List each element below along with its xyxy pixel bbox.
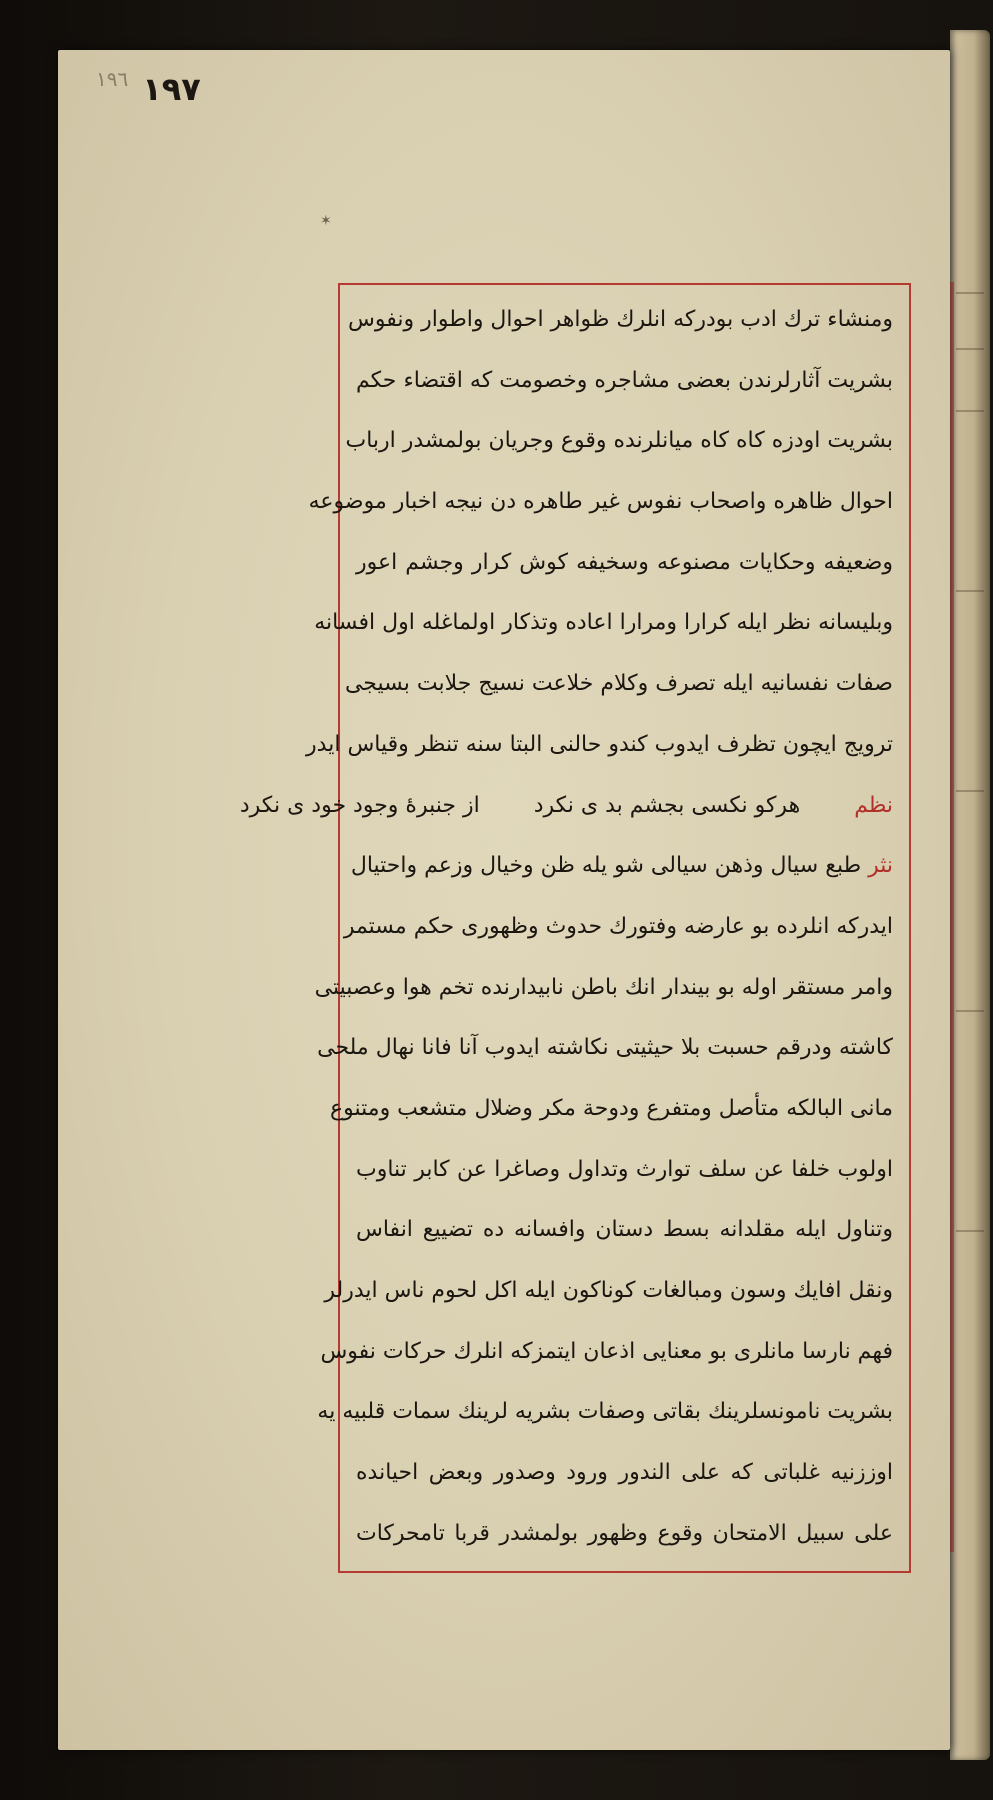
adjacent-page-text-trace xyxy=(956,790,984,792)
text-line: ايدركه انلرده بو عارضه وفتورك حدوث وظهورى حكم مستمر xyxy=(343,913,893,939)
ink-smudge-mark: ✶ xyxy=(320,213,332,229)
text-line: وامر مستقر اوله بو بيندار انك باطن نابيدارنده تخم هوا وعصبيتى xyxy=(314,974,893,1000)
text-line: ترويج ايچون تظرف ايدوب كندو حالنى البتا سنه تنظر وقياس ايدر xyxy=(306,731,893,757)
text-line: على سبيل الامتحان وقوع وظهور بولمشدر قربا تامحركات xyxy=(356,1520,893,1546)
text-line: بشريت اودزه كاه كاه ميانلرنده وقوع وجريان بولمشدر ارباب xyxy=(345,428,893,454)
verse-hemistich-second: از جنبرهٔ وجود خود ى نكرد xyxy=(239,792,480,818)
folio-number: ١٩٧ xyxy=(142,70,201,108)
text-line: اولوب خلفا عن سلف توارث وتداول وصاغرا عن كابر تناوب xyxy=(356,1156,893,1182)
adjacent-page-frame-rule xyxy=(950,282,954,1552)
text-line: فهم نارسا مانلرى بو معنايى اذعان ايتمزكه انلرك حركات نفوس xyxy=(320,1338,893,1364)
adjacent-page-text-trace xyxy=(956,590,984,592)
text-line: ومنشاء ترك ادب بودركه انلرك ظواهر احوال واطوار ونفوس xyxy=(348,307,893,332)
adjacent-page-text-trace xyxy=(956,1010,984,1012)
text-line: وضعيفه وحكايات مصنوعه وسخيفه كوش كرار وجشم اعور xyxy=(356,549,893,575)
text-line: ونقل افايك وسون ومبالغات كوناكون ايله اكل لحوم ناس ايدرلر xyxy=(324,1278,893,1303)
adjacent-page-text-trace xyxy=(956,348,984,350)
text-line: بشريت آثارلرندن بعضى مشاجره وخصومت كه اقتضاء حكم xyxy=(356,367,893,393)
text-line: كاشته ودرقم حسبت بلا حيثيتى نكاشته ايدوب آنا فانا نهال ملحى xyxy=(317,1035,893,1061)
text-line: وبليسانه نظر ايله كرارا ومرارا اعاده وتذكار اولماغله اول افسانه xyxy=(314,610,893,636)
adjacent-page-text-trace xyxy=(956,1230,984,1232)
verse-rubric: نظم xyxy=(854,792,893,818)
prose-rubric: نثر xyxy=(868,853,893,879)
text-line: احوال ظاهره واصحاب نفوس غير طاهره دن نيجه اخبار موضوعه xyxy=(308,489,893,515)
verse-hemistich-first: هركو نكسى بجشم بد ى نكرد xyxy=(533,792,801,818)
adjacent-page-text-trace xyxy=(956,292,984,294)
folio-pencil-number: ١٩٦ xyxy=(96,67,129,91)
adjacent-page-text-trace xyxy=(956,410,984,412)
text-block xyxy=(239,295,893,1559)
prose-line-text: طبع سيال وذهن سيالى شو يله ظن وخيال وزعم واحتيال xyxy=(350,853,862,879)
verse-line xyxy=(239,781,893,831)
text-line: مانى البالكه متأصل ومتفرع ودوحة مكر وضلال متشعب ومتنوع xyxy=(330,1095,893,1121)
folio-numbers xyxy=(96,67,201,108)
text-block-frame xyxy=(239,283,911,1573)
text-line: صفات نفسانيه ايله تصرف وكلام خلاعت نسيج جلابت بسيجى xyxy=(344,671,893,697)
adjacent-page-edge xyxy=(950,30,990,1760)
text-line: بشريت نامونسلرينك بقاتى وصفات بشريه لرينك سمات قلبيه يه xyxy=(317,1399,893,1425)
prose-line xyxy=(350,841,893,891)
text-line: وتناول ايله مقلدانه بسط دستان وافسانه ده تضييع انفاس xyxy=(356,1217,893,1243)
manuscript-page xyxy=(58,50,950,1750)
text-line: اوززنيه غلباتى كه على الندور ورود وصدور وبعض احيانده xyxy=(356,1460,893,1486)
